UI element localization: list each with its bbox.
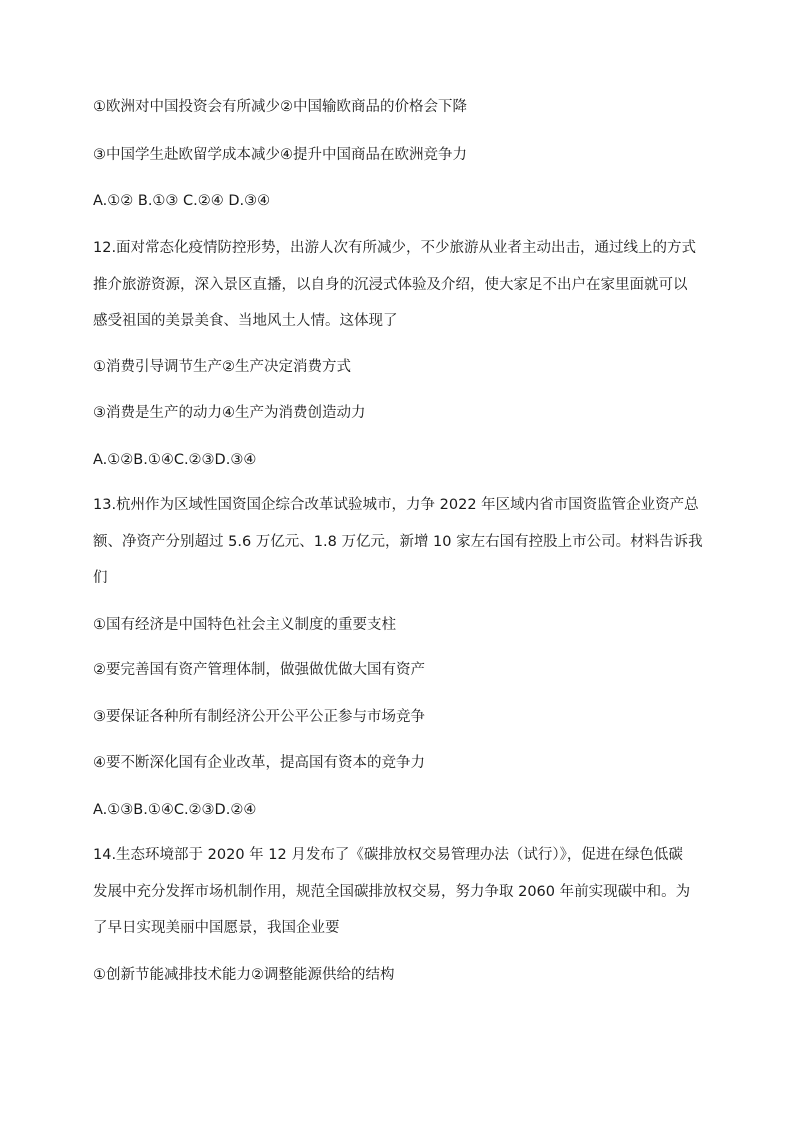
q13-stem-line-3: 们 — [93, 570, 108, 586]
q13-option-1: ①国有经济是中国特色社会主义制度的重要支柱 — [93, 617, 396, 633]
q11-answer-choices: A.①② B.①③ C.②④ D.③④ — [93, 193, 271, 209]
q13-stem — [93, 495, 713, 605]
q12-options-1-2: ①消费引导调节生产②生产决定消费方式 — [93, 359, 351, 375]
q12-stem-line-1: 12.面对常态化疫情防控形势，出游人次有所减少，不少旅游从业者主动出击，通过线上的方式 — [93, 240, 697, 256]
q13-option-4: ④要不断深化国有企业改革，提高国有资本的竞争力 — [93, 755, 425, 771]
q14-stem — [93, 845, 713, 955]
q14-stem-line-1: 14.生态环境部于 2020 年 12 月发布了《碳排放权交易管理办法（试行）》，促进在绿色低碳 — [93, 847, 683, 863]
q13-answer-choices: A.①③B.①④C.②③D.②④ — [93, 802, 257, 818]
q14-stem-line-2: 发展中充分发挥市场机制作用，规范全国碳排放权交易，努力争取 2060 年前实现碳中和。为 — [93, 883, 691, 900]
q12-answer-choices: A.①②B.①④C.②③D.③④ — [93, 452, 257, 468]
q13-option-2: ②要完善国有资产管理体制，做强做优做大国有资产 — [93, 662, 425, 678]
q12-options-3-4: ③消费是生产的动力④生产为消费创造动力 — [93, 405, 366, 421]
q12-stem-line-3: 感受祖国的美景美食、当地风土人情。这体现了 — [93, 313, 398, 329]
q13-stem-line-1: 13.杭州作为区域性国资国企综合改革试验城市，力争 2022 年区域内省市国资监管企业资产总 — [93, 497, 699, 513]
q14-stem-line-3: 了早日实现美丽中国愿景，我国企业要 — [93, 920, 340, 936]
q11-options-3-4: ③中国学生赴欧留学成本减少④提升中国商品在欧洲竞争力 — [93, 147, 467, 163]
q12-stem — [93, 238, 713, 348]
q13-option-3: ③要保证各种所有制经济公开公平公正参与市场竞争 — [93, 709, 425, 725]
q12-stem-line-2: 推介旅游资源，深入景区直播，以自身的沉浸式体验及介绍，使大家足不出户在家里面就可以 — [93, 276, 688, 293]
q13-stem-line-2: 额、净资产分别超过 5.6 万亿元、1.8 万亿元，新增 10 家左右国有控股上市公司。材料告诉我 — [93, 533, 703, 550]
q14-options-1-2: ①创新节能减排技术能力②调整能源供给的结构 — [93, 967, 395, 983]
q11-options-1-2: ①欧洲对中国投资会有所减少②中国输欧商品的价格会下降 — [93, 99, 467, 115]
